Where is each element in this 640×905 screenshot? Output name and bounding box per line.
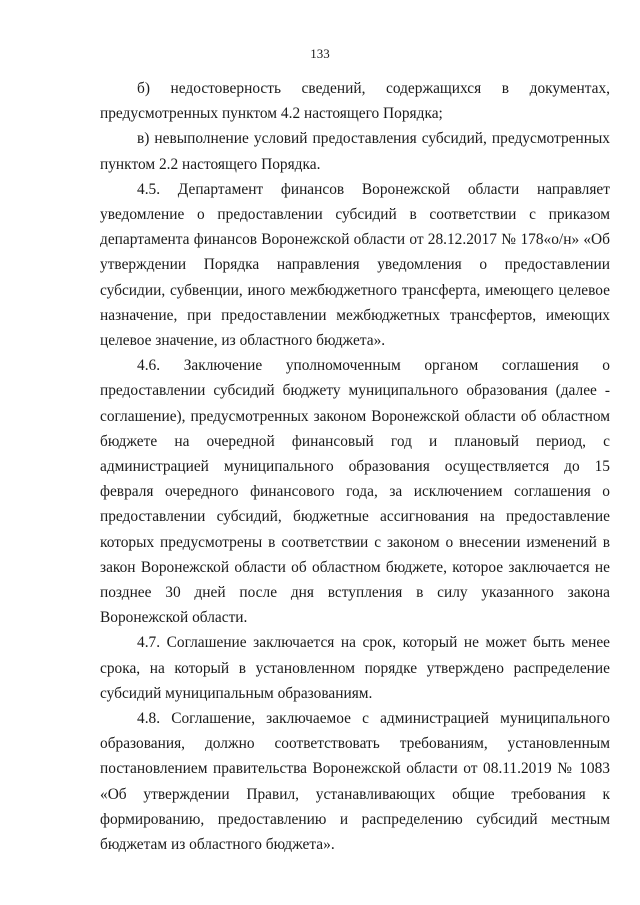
paragraph-v-noncompliance: в) невыполнение условий предоставления субсидий, предусмотренных пунктом 2.2 настоящего Порядка. — [100, 130, 610, 173]
paragraph-4-8-agreement-requirements: 4.8. Соглашение, заключаемое с администрацией муниципального образования, должно соответствовать требованиям, установленным постановлением правительства Воронежской области от 08.11.2019 № 1083 «Об утверждении Правил, устанавливающих общие требования к формированию, предоставлению и распределению субсидий местным бюджетам из областного бюджета». — [100, 710, 610, 854]
paragraph-b-unreliable-info: б) недостоверность сведений, содержащихся в документах, предусмотренных пунктом 4.2 настоящего Порядка; — [100, 80, 610, 123]
page-number: 133 — [310, 46, 330, 61]
paragraph-4-5-notification: 4.5. Департамент финансов Воронежской области направляет уведомление о предоставлении субсидий в соответствии с приказом департамента финансов Воронежской области от 28.12.2017 № 178«о/н» «Об утверждении Порядка направления уведомления о предоставлении субсидии, субвенции, иного межбюджетного трансферта, имеющего целевое назначение, при предоставлении межбюджетных трансфертов, имеющих целевое значение, из областного бюджета». — [100, 180, 610, 350]
paragraph-4-7-agreement-term: 4.7. Соглашение заключается на срок, который не может быть менее срока, на который в установленном порядке утверждено распределение субсидий муниципальным образованиям. — [100, 634, 610, 702]
paragraph-4-6-agreement-conclusion: 4.6. Заключение уполномоченным органом соглашения о предоставлении субсидий бюджету муниципального образования (далее - соглашение), предусмотренных законом Воронежской области об областном бюджете на очередной финансовый год и плановый период, с администрацией муниципального образования осуществляется до 15 февраля очередного финансового года, за исключением соглашения о предоставлении субсидий, бюджетные ассигнования на предоставление которых предусмотрены в соответствии с законом о внесении изменений в закон Воронежской области об областном бюджете, которое заключается не позднее 30 дней после дня вступления в силу указанного закона Воронежской области. — [100, 357, 610, 627]
document-body — [100, 76, 610, 857]
